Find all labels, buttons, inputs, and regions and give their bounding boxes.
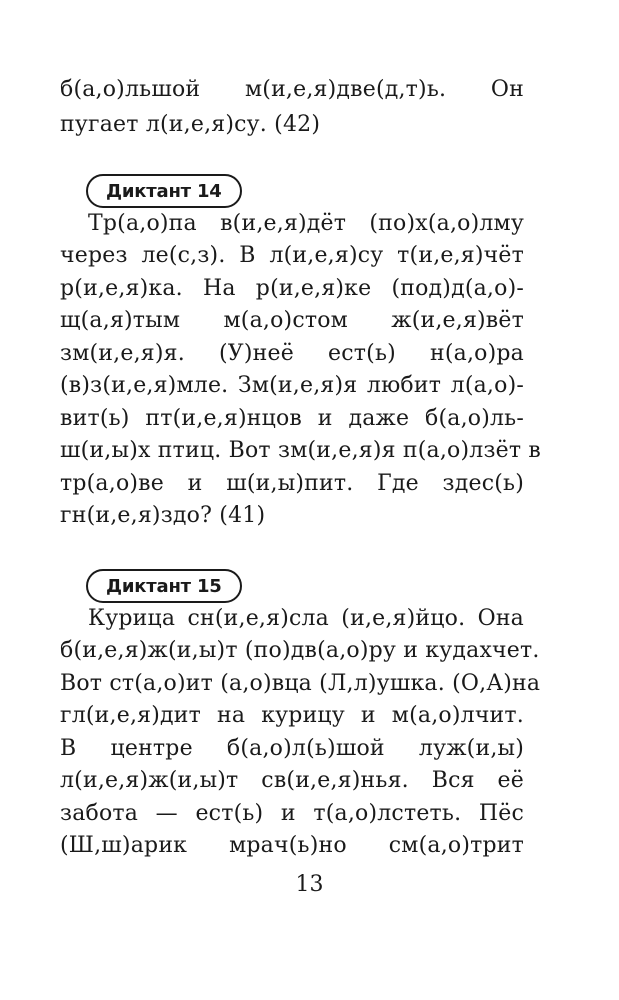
dictation-14-line-6: (в)з(и,е,я)мле. Зм(и,е,я)я любит л(а,о)-	[60, 373, 524, 398]
dictation-15-line-7: забота — ест(ь) и т(а,о)лстеть. Пёс	[60, 801, 524, 826]
dictation-14-line-1: Тр(а,о)па в(и,е,я)дёт (по)х(а,о)лму	[88, 211, 524, 236]
dictation-14-line-2: через ле(с,з). В л(и,е,я)су т(и,е,я)чёт	[60, 243, 524, 268]
dictation-15-line-2: б(и,е,я)ж(и,ы)т (по)дв(а,о)ру и кудахчет.	[60, 638, 540, 663]
dictation-14-line-10: гн(и,е,я)здо? (41)	[60, 503, 266, 528]
intro-line-2: пугает л(и,е,я)су. (42)	[60, 112, 321, 137]
dictation-14-heading: Диктант 14	[86, 174, 242, 208]
dictation-14-line-5: зм(и,е,я)я. (У)неё ест(ь) н(а,о)ра	[60, 341, 524, 366]
dictation-14-line-7: вит(ь) пт(и,е,я)нцов и даже б(а,о)ль-	[60, 406, 524, 431]
dictation-14-line-9: тр(а,о)ве и ш(и,ы)пит. Где здес(ь)	[60, 471, 524, 496]
dictation-15-heading: Диктант 15	[86, 569, 242, 603]
dictation-14-line-3: р(и,е,я)ка. На р(и,е,я)ке (под)д(а,о)-	[60, 276, 524, 301]
dictation-15-line-5: В центре б(а,о)л(ь)шой луж(и,ы)	[60, 736, 524, 761]
dictation-14-line-4: щ(а,я)тым м(а,о)стом ж(и,е,я)вёт	[60, 308, 524, 333]
dictation-15-line-8: (Ш,ш)арик мрач(ь)но см(а,о)трит	[60, 833, 524, 858]
dictation-15-line-3: Вот ст(а,о)ит (а,о)вца (Л,л)ушка. (О,А)на	[60, 671, 541, 696]
page-number: 13	[295, 872, 324, 897]
dictation-14-line-8: ш(и,ы)х птиц. Вот зм(и,е,я)я п(а,о)лзёт в	[60, 438, 542, 463]
dictation-15-line-4: гл(и,е,я)дит на курицу и м(а,о)лчит.	[60, 703, 524, 728]
intro-line-1: б(а,о)льшой м(и,е,я)две(д,т)ь. Он	[60, 77, 524, 102]
dictation-15-line-1: Курица сн(и,е,я)сла (и,е,я)йцо. Она	[88, 606, 524, 631]
dictation-15-line-6: л(и,е,я)ж(и,ы)т св(и,е,я)нья. Вся её	[60, 768, 524, 793]
